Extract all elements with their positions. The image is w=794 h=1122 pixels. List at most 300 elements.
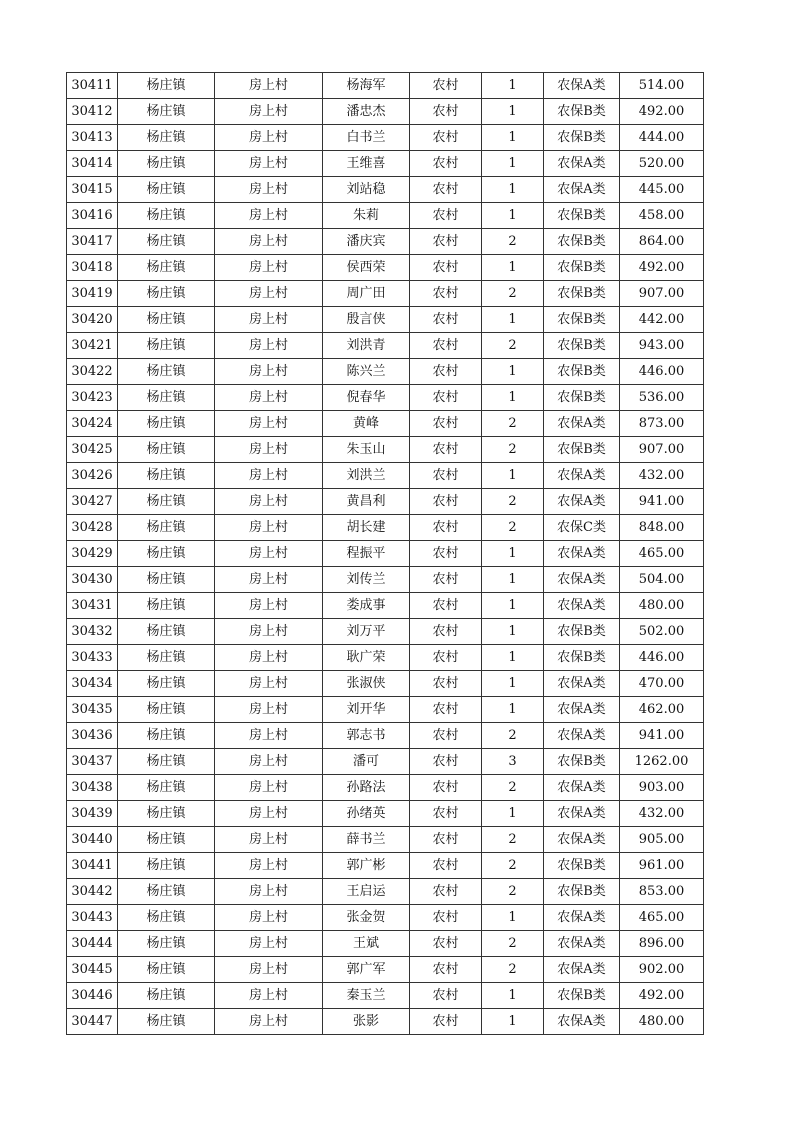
insurance-category-cell: 农保B类 bbox=[544, 983, 620, 1009]
name-cell: 刘开华 bbox=[323, 697, 410, 723]
table-row bbox=[67, 879, 704, 905]
table-row bbox=[67, 411, 704, 437]
insurance-category-cell: 农保A类 bbox=[544, 411, 620, 437]
village-cell: 房上村 bbox=[215, 1009, 323, 1035]
record-id-cell: 30431 bbox=[67, 593, 118, 619]
table-row bbox=[67, 177, 704, 203]
insurance-category-cell: 农保B类 bbox=[544, 749, 620, 775]
town-cell: 杨庄镇 bbox=[118, 957, 215, 983]
village-cell: 房上村 bbox=[215, 775, 323, 801]
village-cell: 房上村 bbox=[215, 333, 323, 359]
record-id-cell: 30420 bbox=[67, 307, 118, 333]
town-cell: 杨庄镇 bbox=[118, 645, 215, 671]
household-count-cell: 1 bbox=[482, 177, 544, 203]
village-cell: 房上村 bbox=[215, 437, 323, 463]
town-cell: 杨庄镇 bbox=[118, 697, 215, 723]
table-row bbox=[67, 671, 704, 697]
area-type-cell: 农村 bbox=[410, 931, 482, 957]
roster-table bbox=[66, 72, 704, 1035]
insurance-category-cell: 农保A类 bbox=[544, 73, 620, 99]
village-cell: 房上村 bbox=[215, 671, 323, 697]
amount-cell: 465.00 bbox=[620, 905, 704, 931]
household-count-cell: 1 bbox=[482, 619, 544, 645]
table-row bbox=[67, 619, 704, 645]
table-row bbox=[67, 957, 704, 983]
village-cell: 房上村 bbox=[215, 541, 323, 567]
amount-cell: 432.00 bbox=[620, 801, 704, 827]
record-id-cell: 30428 bbox=[67, 515, 118, 541]
table-row bbox=[67, 463, 704, 489]
record-id-cell: 30433 bbox=[67, 645, 118, 671]
village-cell: 房上村 bbox=[215, 983, 323, 1009]
name-cell: 娄成事 bbox=[323, 593, 410, 619]
table-row bbox=[67, 281, 704, 307]
area-type-cell: 农村 bbox=[410, 827, 482, 853]
insurance-category-cell: 农保A类 bbox=[544, 801, 620, 827]
area-type-cell: 农村 bbox=[410, 1009, 482, 1035]
town-cell: 杨庄镇 bbox=[118, 437, 215, 463]
record-id-cell: 30429 bbox=[67, 541, 118, 567]
amount-cell: 442.00 bbox=[620, 307, 704, 333]
area-type-cell: 农村 bbox=[410, 437, 482, 463]
record-id-cell: 30413 bbox=[67, 125, 118, 151]
area-type-cell: 农村 bbox=[410, 255, 482, 281]
roster-table-body bbox=[67, 73, 704, 1035]
area-type-cell: 农村 bbox=[410, 645, 482, 671]
table-row bbox=[67, 307, 704, 333]
household-count-cell: 2 bbox=[482, 489, 544, 515]
town-cell: 杨庄镇 bbox=[118, 827, 215, 853]
record-id-cell: 30411 bbox=[67, 73, 118, 99]
town-cell: 杨庄镇 bbox=[118, 151, 215, 177]
record-id-cell: 30437 bbox=[67, 749, 118, 775]
name-cell: 倪春华 bbox=[323, 385, 410, 411]
table-row bbox=[67, 255, 704, 281]
name-cell: 潘忠杰 bbox=[323, 99, 410, 125]
insurance-category-cell: 农保B类 bbox=[544, 281, 620, 307]
area-type-cell: 农村 bbox=[410, 749, 482, 775]
household-count-cell: 1 bbox=[482, 905, 544, 931]
insurance-category-cell: 农保C类 bbox=[544, 515, 620, 541]
area-type-cell: 农村 bbox=[410, 541, 482, 567]
town-cell: 杨庄镇 bbox=[118, 177, 215, 203]
household-count-cell: 1 bbox=[482, 567, 544, 593]
record-id-cell: 30417 bbox=[67, 229, 118, 255]
household-count-cell: 2 bbox=[482, 333, 544, 359]
amount-cell: 470.00 bbox=[620, 671, 704, 697]
amount-cell: 873.00 bbox=[620, 411, 704, 437]
table-row bbox=[67, 697, 704, 723]
amount-cell: 492.00 bbox=[620, 983, 704, 1009]
area-type-cell: 农村 bbox=[410, 671, 482, 697]
village-cell: 房上村 bbox=[215, 307, 323, 333]
amount-cell: 458.00 bbox=[620, 203, 704, 229]
name-cell: 刘站稳 bbox=[323, 177, 410, 203]
amount-cell: 480.00 bbox=[620, 593, 704, 619]
name-cell: 郭志书 bbox=[323, 723, 410, 749]
record-id-cell: 30421 bbox=[67, 333, 118, 359]
amount-cell: 941.00 bbox=[620, 489, 704, 515]
name-cell: 潘可 bbox=[323, 749, 410, 775]
name-cell: 张金贺 bbox=[323, 905, 410, 931]
town-cell: 杨庄镇 bbox=[118, 541, 215, 567]
insurance-category-cell: 农保B类 bbox=[544, 99, 620, 125]
name-cell: 侯西荣 bbox=[323, 255, 410, 281]
record-id-cell: 30419 bbox=[67, 281, 118, 307]
name-cell: 耿广荣 bbox=[323, 645, 410, 671]
insurance-category-cell: 农保A类 bbox=[544, 905, 620, 931]
table-row bbox=[67, 931, 704, 957]
insurance-category-cell: 农保B类 bbox=[544, 307, 620, 333]
household-count-cell: 1 bbox=[482, 307, 544, 333]
village-cell: 房上村 bbox=[215, 203, 323, 229]
name-cell: 刘传兰 bbox=[323, 567, 410, 593]
household-count-cell: 1 bbox=[482, 73, 544, 99]
record-id-cell: 30427 bbox=[67, 489, 118, 515]
town-cell: 杨庄镇 bbox=[118, 593, 215, 619]
village-cell: 房上村 bbox=[215, 879, 323, 905]
insurance-category-cell: 农保A类 bbox=[544, 177, 620, 203]
household-count-cell: 2 bbox=[482, 827, 544, 853]
amount-cell: 943.00 bbox=[620, 333, 704, 359]
name-cell: 黄昌利 bbox=[323, 489, 410, 515]
town-cell: 杨庄镇 bbox=[118, 567, 215, 593]
name-cell: 秦玉兰 bbox=[323, 983, 410, 1009]
household-count-cell: 1 bbox=[482, 541, 544, 567]
record-id-cell: 30430 bbox=[67, 567, 118, 593]
name-cell: 程振平 bbox=[323, 541, 410, 567]
area-type-cell: 农村 bbox=[410, 489, 482, 515]
amount-cell: 1262.00 bbox=[620, 749, 704, 775]
area-type-cell: 农村 bbox=[410, 983, 482, 1009]
town-cell: 杨庄镇 bbox=[118, 281, 215, 307]
town-cell: 杨庄镇 bbox=[118, 125, 215, 151]
amount-cell: 432.00 bbox=[620, 463, 704, 489]
table-row bbox=[67, 645, 704, 671]
village-cell: 房上村 bbox=[215, 229, 323, 255]
name-cell: 郭广彬 bbox=[323, 853, 410, 879]
village-cell: 房上村 bbox=[215, 125, 323, 151]
table-row bbox=[67, 437, 704, 463]
record-id-cell: 30426 bbox=[67, 463, 118, 489]
insurance-category-cell: 农保A类 bbox=[544, 593, 620, 619]
amount-cell: 864.00 bbox=[620, 229, 704, 255]
table-row bbox=[67, 385, 704, 411]
town-cell: 杨庄镇 bbox=[118, 879, 215, 905]
table-row bbox=[67, 827, 704, 853]
town-cell: 杨庄镇 bbox=[118, 723, 215, 749]
insurance-category-cell: 农保B类 bbox=[544, 255, 620, 281]
amount-cell: 465.00 bbox=[620, 541, 704, 567]
table-row bbox=[67, 229, 704, 255]
household-count-cell: 1 bbox=[482, 983, 544, 1009]
area-type-cell: 农村 bbox=[410, 957, 482, 983]
insurance-category-cell: 农保A类 bbox=[544, 697, 620, 723]
insurance-category-cell: 农保B类 bbox=[544, 229, 620, 255]
household-count-cell: 1 bbox=[482, 463, 544, 489]
village-cell: 房上村 bbox=[215, 957, 323, 983]
record-id-cell: 30425 bbox=[67, 437, 118, 463]
household-count-cell: 2 bbox=[482, 229, 544, 255]
area-type-cell: 农村 bbox=[410, 723, 482, 749]
table-row bbox=[67, 515, 704, 541]
town-cell: 杨庄镇 bbox=[118, 801, 215, 827]
amount-cell: 941.00 bbox=[620, 723, 704, 749]
area-type-cell: 农村 bbox=[410, 697, 482, 723]
household-count-cell: 2 bbox=[482, 879, 544, 905]
village-cell: 房上村 bbox=[215, 177, 323, 203]
insurance-category-cell: 农保A类 bbox=[544, 723, 620, 749]
household-count-cell: 1 bbox=[482, 645, 544, 671]
town-cell: 杨庄镇 bbox=[118, 307, 215, 333]
village-cell: 房上村 bbox=[215, 73, 323, 99]
town-cell: 杨庄镇 bbox=[118, 359, 215, 385]
insurance-category-cell: 农保B类 bbox=[544, 359, 620, 385]
area-type-cell: 农村 bbox=[410, 73, 482, 99]
record-id-cell: 30415 bbox=[67, 177, 118, 203]
town-cell: 杨庄镇 bbox=[118, 463, 215, 489]
village-cell: 房上村 bbox=[215, 385, 323, 411]
record-id-cell: 30439 bbox=[67, 801, 118, 827]
village-cell: 房上村 bbox=[215, 151, 323, 177]
village-cell: 房上村 bbox=[215, 619, 323, 645]
household-count-cell: 1 bbox=[482, 359, 544, 385]
table-row bbox=[67, 749, 704, 775]
amount-cell: 907.00 bbox=[620, 437, 704, 463]
town-cell: 杨庄镇 bbox=[118, 203, 215, 229]
village-cell: 房上村 bbox=[215, 827, 323, 853]
name-cell: 刘洪青 bbox=[323, 333, 410, 359]
village-cell: 房上村 bbox=[215, 749, 323, 775]
town-cell: 杨庄镇 bbox=[118, 749, 215, 775]
household-count-cell: 2 bbox=[482, 853, 544, 879]
town-cell: 杨庄镇 bbox=[118, 853, 215, 879]
village-cell: 房上村 bbox=[215, 489, 323, 515]
village-cell: 房上村 bbox=[215, 645, 323, 671]
table-row bbox=[67, 801, 704, 827]
amount-cell: 446.00 bbox=[620, 645, 704, 671]
table-row bbox=[67, 593, 704, 619]
amount-cell: 903.00 bbox=[620, 775, 704, 801]
insurance-category-cell: 农保A类 bbox=[544, 931, 620, 957]
amount-cell: 462.00 bbox=[620, 697, 704, 723]
household-count-cell: 2 bbox=[482, 437, 544, 463]
town-cell: 杨庄镇 bbox=[118, 411, 215, 437]
household-count-cell: 1 bbox=[482, 385, 544, 411]
area-type-cell: 农村 bbox=[410, 177, 482, 203]
record-id-cell: 30414 bbox=[67, 151, 118, 177]
household-count-cell: 2 bbox=[482, 411, 544, 437]
table-row bbox=[67, 905, 704, 931]
record-id-cell: 30446 bbox=[67, 983, 118, 1009]
insurance-category-cell: 农保A类 bbox=[544, 151, 620, 177]
insurance-category-cell: 农保A类 bbox=[544, 567, 620, 593]
area-type-cell: 农村 bbox=[410, 775, 482, 801]
household-count-cell: 2 bbox=[482, 931, 544, 957]
table-row bbox=[67, 723, 704, 749]
village-cell: 房上村 bbox=[215, 905, 323, 931]
village-cell: 房上村 bbox=[215, 593, 323, 619]
table-row bbox=[67, 1009, 704, 1035]
name-cell: 郭广军 bbox=[323, 957, 410, 983]
table-row bbox=[67, 541, 704, 567]
town-cell: 杨庄镇 bbox=[118, 775, 215, 801]
town-cell: 杨庄镇 bbox=[118, 489, 215, 515]
area-type-cell: 农村 bbox=[410, 463, 482, 489]
area-type-cell: 农村 bbox=[410, 567, 482, 593]
name-cell: 胡长建 bbox=[323, 515, 410, 541]
table-row bbox=[67, 359, 704, 385]
amount-cell: 504.00 bbox=[620, 567, 704, 593]
area-type-cell: 农村 bbox=[410, 203, 482, 229]
name-cell: 孙路法 bbox=[323, 775, 410, 801]
area-type-cell: 农村 bbox=[410, 229, 482, 255]
area-type-cell: 农村 bbox=[410, 281, 482, 307]
record-id-cell: 30418 bbox=[67, 255, 118, 281]
insurance-category-cell: 农保A类 bbox=[544, 1009, 620, 1035]
insurance-category-cell: 农保B类 bbox=[544, 333, 620, 359]
insurance-category-cell: 农保B类 bbox=[544, 619, 620, 645]
insurance-category-cell: 农保B类 bbox=[544, 879, 620, 905]
town-cell: 杨庄镇 bbox=[118, 333, 215, 359]
name-cell: 朱玉山 bbox=[323, 437, 410, 463]
village-cell: 房上村 bbox=[215, 411, 323, 437]
area-type-cell: 农村 bbox=[410, 151, 482, 177]
insurance-category-cell: 农保B类 bbox=[544, 203, 620, 229]
town-cell: 杨庄镇 bbox=[118, 229, 215, 255]
area-type-cell: 农村 bbox=[410, 801, 482, 827]
amount-cell: 480.00 bbox=[620, 1009, 704, 1035]
table-row bbox=[67, 853, 704, 879]
insurance-category-cell: 农保B类 bbox=[544, 645, 620, 671]
table-row bbox=[67, 125, 704, 151]
town-cell: 杨庄镇 bbox=[118, 671, 215, 697]
area-type-cell: 农村 bbox=[410, 359, 482, 385]
insurance-category-cell: 农保A类 bbox=[544, 541, 620, 567]
town-cell: 杨庄镇 bbox=[118, 515, 215, 541]
household-count-cell: 2 bbox=[482, 957, 544, 983]
name-cell: 王启运 bbox=[323, 879, 410, 905]
village-cell: 房上村 bbox=[215, 99, 323, 125]
area-type-cell: 农村 bbox=[410, 593, 482, 619]
record-id-cell: 30435 bbox=[67, 697, 118, 723]
amount-cell: 848.00 bbox=[620, 515, 704, 541]
village-cell: 房上村 bbox=[215, 515, 323, 541]
insurance-category-cell: 农保A类 bbox=[544, 775, 620, 801]
household-count-cell: 1 bbox=[482, 593, 544, 619]
area-type-cell: 农村 bbox=[410, 515, 482, 541]
village-cell: 房上村 bbox=[215, 853, 323, 879]
household-count-cell: 1 bbox=[482, 671, 544, 697]
name-cell: 黄峰 bbox=[323, 411, 410, 437]
town-cell: 杨庄镇 bbox=[118, 73, 215, 99]
insurance-category-cell: 农保A类 bbox=[544, 827, 620, 853]
amount-cell: 902.00 bbox=[620, 957, 704, 983]
record-id-cell: 30440 bbox=[67, 827, 118, 853]
area-type-cell: 农村 bbox=[410, 385, 482, 411]
record-id-cell: 30447 bbox=[67, 1009, 118, 1035]
name-cell: 陈兴兰 bbox=[323, 359, 410, 385]
name-cell: 朱莉 bbox=[323, 203, 410, 229]
table-row bbox=[67, 983, 704, 1009]
amount-cell: 536.00 bbox=[620, 385, 704, 411]
record-id-cell: 30436 bbox=[67, 723, 118, 749]
insurance-category-cell: 农保A类 bbox=[544, 957, 620, 983]
town-cell: 杨庄镇 bbox=[118, 255, 215, 281]
household-count-cell: 1 bbox=[482, 151, 544, 177]
amount-cell: 514.00 bbox=[620, 73, 704, 99]
record-id-cell: 30424 bbox=[67, 411, 118, 437]
town-cell: 杨庄镇 bbox=[118, 983, 215, 1009]
area-type-cell: 农村 bbox=[410, 333, 482, 359]
record-id-cell: 30445 bbox=[67, 957, 118, 983]
table-row bbox=[67, 73, 704, 99]
town-cell: 杨庄镇 bbox=[118, 385, 215, 411]
record-id-cell: 30441 bbox=[67, 853, 118, 879]
town-cell: 杨庄镇 bbox=[118, 905, 215, 931]
name-cell: 杨海军 bbox=[323, 73, 410, 99]
household-count-cell: 3 bbox=[482, 749, 544, 775]
village-cell: 房上村 bbox=[215, 281, 323, 307]
insurance-category-cell: 农保B类 bbox=[544, 853, 620, 879]
household-count-cell: 1 bbox=[482, 801, 544, 827]
insurance-category-cell: 农保B类 bbox=[544, 125, 620, 151]
amount-cell: 445.00 bbox=[620, 177, 704, 203]
insurance-category-cell: 农保B类 bbox=[544, 437, 620, 463]
village-cell: 房上村 bbox=[215, 567, 323, 593]
village-cell: 房上村 bbox=[215, 359, 323, 385]
name-cell: 王斌 bbox=[323, 931, 410, 957]
table-row bbox=[67, 151, 704, 177]
table-row bbox=[67, 775, 704, 801]
record-id-cell: 30432 bbox=[67, 619, 118, 645]
amount-cell: 520.00 bbox=[620, 151, 704, 177]
area-type-cell: 农村 bbox=[410, 879, 482, 905]
household-count-cell: 1 bbox=[482, 697, 544, 723]
household-count-cell: 2 bbox=[482, 775, 544, 801]
household-count-cell: 1 bbox=[482, 203, 544, 229]
record-id-cell: 30412 bbox=[67, 99, 118, 125]
area-type-cell: 农村 bbox=[410, 619, 482, 645]
household-count-cell: 1 bbox=[482, 255, 544, 281]
insurance-category-cell: 农保A类 bbox=[544, 489, 620, 515]
record-id-cell: 30423 bbox=[67, 385, 118, 411]
village-cell: 房上村 bbox=[215, 723, 323, 749]
name-cell: 殷言侠 bbox=[323, 307, 410, 333]
amount-cell: 853.00 bbox=[620, 879, 704, 905]
table-row bbox=[67, 489, 704, 515]
table-row bbox=[67, 333, 704, 359]
area-type-cell: 农村 bbox=[410, 853, 482, 879]
amount-cell: 446.00 bbox=[620, 359, 704, 385]
household-count-cell: 2 bbox=[482, 281, 544, 307]
household-count-cell: 2 bbox=[482, 515, 544, 541]
name-cell: 薛书兰 bbox=[323, 827, 410, 853]
area-type-cell: 农村 bbox=[410, 905, 482, 931]
village-cell: 房上村 bbox=[215, 931, 323, 957]
amount-cell: 502.00 bbox=[620, 619, 704, 645]
record-id-cell: 30443 bbox=[67, 905, 118, 931]
area-type-cell: 农村 bbox=[410, 307, 482, 333]
record-id-cell: 30444 bbox=[67, 931, 118, 957]
insurance-category-cell: 农保A类 bbox=[544, 671, 620, 697]
name-cell: 刘洪兰 bbox=[323, 463, 410, 489]
table-row bbox=[67, 203, 704, 229]
name-cell: 潘庆宾 bbox=[323, 229, 410, 255]
table-row bbox=[67, 99, 704, 125]
insurance-category-cell: 农保B类 bbox=[544, 385, 620, 411]
record-id-cell: 30422 bbox=[67, 359, 118, 385]
